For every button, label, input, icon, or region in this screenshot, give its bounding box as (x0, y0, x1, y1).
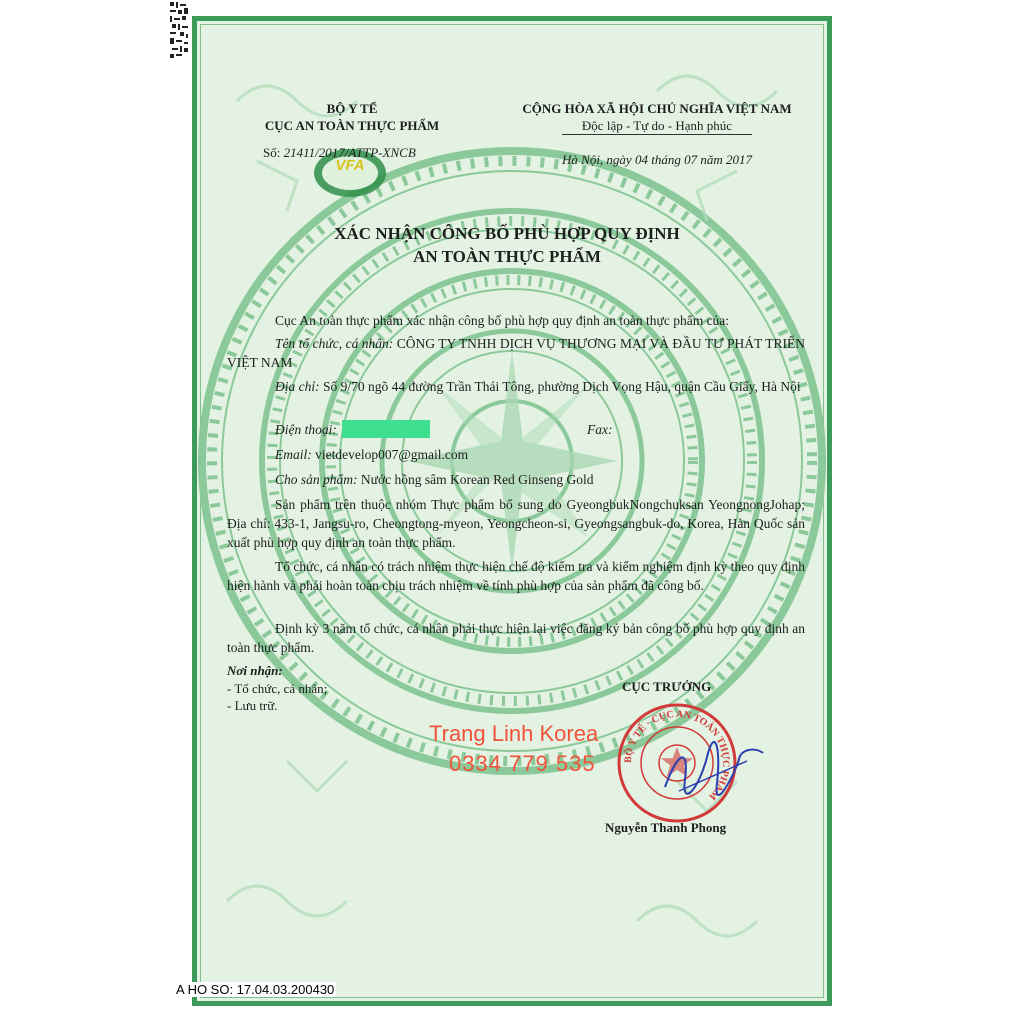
doc-number-value: 21411/2017/ATTP-XNCB (283, 145, 416, 160)
signatory-name: Nguyễn Thanh Phong (605, 820, 727, 835)
email-label: Email: (275, 447, 312, 462)
product-group-paragraph: Sản phẩm trên thuộc nhóm Thực phẩm bổ sung do GyeongbukNongchuksan YeongnongJohap; Địa chỉ: 433-1, Jangsu-ro, Cheongtong-myeon, Yeongcheon-si, Gyeongsangbuk-do, Korea, Hàn Quốc sản xuất phù hợp quy định an toàn thực phẩm. (227, 497, 805, 550)
fax-label: Fax: (587, 422, 613, 437)
phone-label: Điện thoại: (275, 422, 337, 437)
responsibility-paragraph: Tổ chức, cá nhân có trách nhiệm thực hiện chế độ kiểm tra và kiểm nghiệm định kỳ theo quy định hiện hành và phải hoàn toàn chịu trách nhiệm về tính phù hợp của sản phẩm đã công bố. (227, 559, 805, 593)
phone-redaction-mask (342, 420, 430, 438)
recipients-label: Nơi nhận: (227, 663, 283, 678)
email-field (275, 445, 468, 464)
address-field (227, 377, 805, 396)
email-value: vietdevelop007@gmail.com (315, 447, 469, 462)
address-value: Số 9/70 ngõ 44 đường Trần Thái Tông, phường Dịch Vọng Hậu, quận Cầu Giấy, Hà Nội (323, 379, 801, 394)
fax-field (587, 420, 612, 439)
recipient-item: - Lưu trữ. (227, 698, 278, 713)
address-label: Địa chỉ: (275, 379, 320, 394)
product-value: Nước hồng sâm Korean Red Ginseng Gold (360, 472, 594, 487)
organization-field (227, 334, 805, 372)
signatory-title: CỤC TRƯỞNG (622, 679, 712, 694)
vfa-logo-text: VFA (335, 157, 365, 174)
seller-name-overlay: Trang Linh Korea (429, 721, 599, 746)
organization-value: CÔNG TY TNHH DỊCH VỤ THƯƠNG MẠI VÀ ĐẦU TƯ PHÁT TRIỂN VIỆT NAM (227, 336, 806, 370)
document-title-line1: XÁC NHẬN CÔNG BỐ PHÙ HỢP QUY ĐỊNH (334, 224, 680, 243)
phone-field (275, 420, 430, 439)
intro-text: Cục An toàn thực phẩm xác nhận công bố phù hợp quy định an toàn thực phẩm của: (275, 313, 730, 328)
organization-label: Tên tổ chức, cá nhân: (275, 336, 394, 351)
product-label: Cho sản phẩm: (275, 472, 358, 487)
certificate-document (192, 16, 832, 1006)
place-and-date: Hà Nội, ngày 04 tháng 07 năm 2017 (562, 152, 752, 167)
recipient-item: - Tổ chức, cá nhân; (227, 681, 328, 696)
national-motto: Độc lập - Tự do - Hạnh phúc (581, 118, 733, 133)
stamp-text: BỘ Y TẾ · CỤC AN TOÀN THỰC PHẨM (622, 708, 732, 802)
ministry-name: BỘ Y TẾ (326, 101, 378, 116)
doc-number-label: Số: (263, 145, 281, 160)
republic-name: CỘNG HÒA XÃ HỘI CHỦ NGHĨA VIỆT NAM (522, 101, 792, 116)
department-name: CỤC AN TOÀN THỰC PHẨM (264, 118, 440, 133)
signature-scribble (659, 739, 769, 799)
seller-phone-overlay: 0334 779 535 (449, 751, 596, 776)
qr-code-fragment (168, 0, 190, 60)
file-number-footer: A HO SO: 17.04.03.200430 (176, 982, 335, 997)
product-field (275, 470, 594, 489)
renewal-paragraph: Định kỳ 3 năm tổ chức, cá nhân phải thực hiện lại việc đăng ký bản công bố phù hợp quy định an toàn thực phẩm. (227, 621, 805, 655)
document-title-line2: AN TOÀN THỰC PHẨM (413, 247, 601, 266)
doc-number (263, 145, 416, 161)
motto-underline (562, 134, 752, 135)
